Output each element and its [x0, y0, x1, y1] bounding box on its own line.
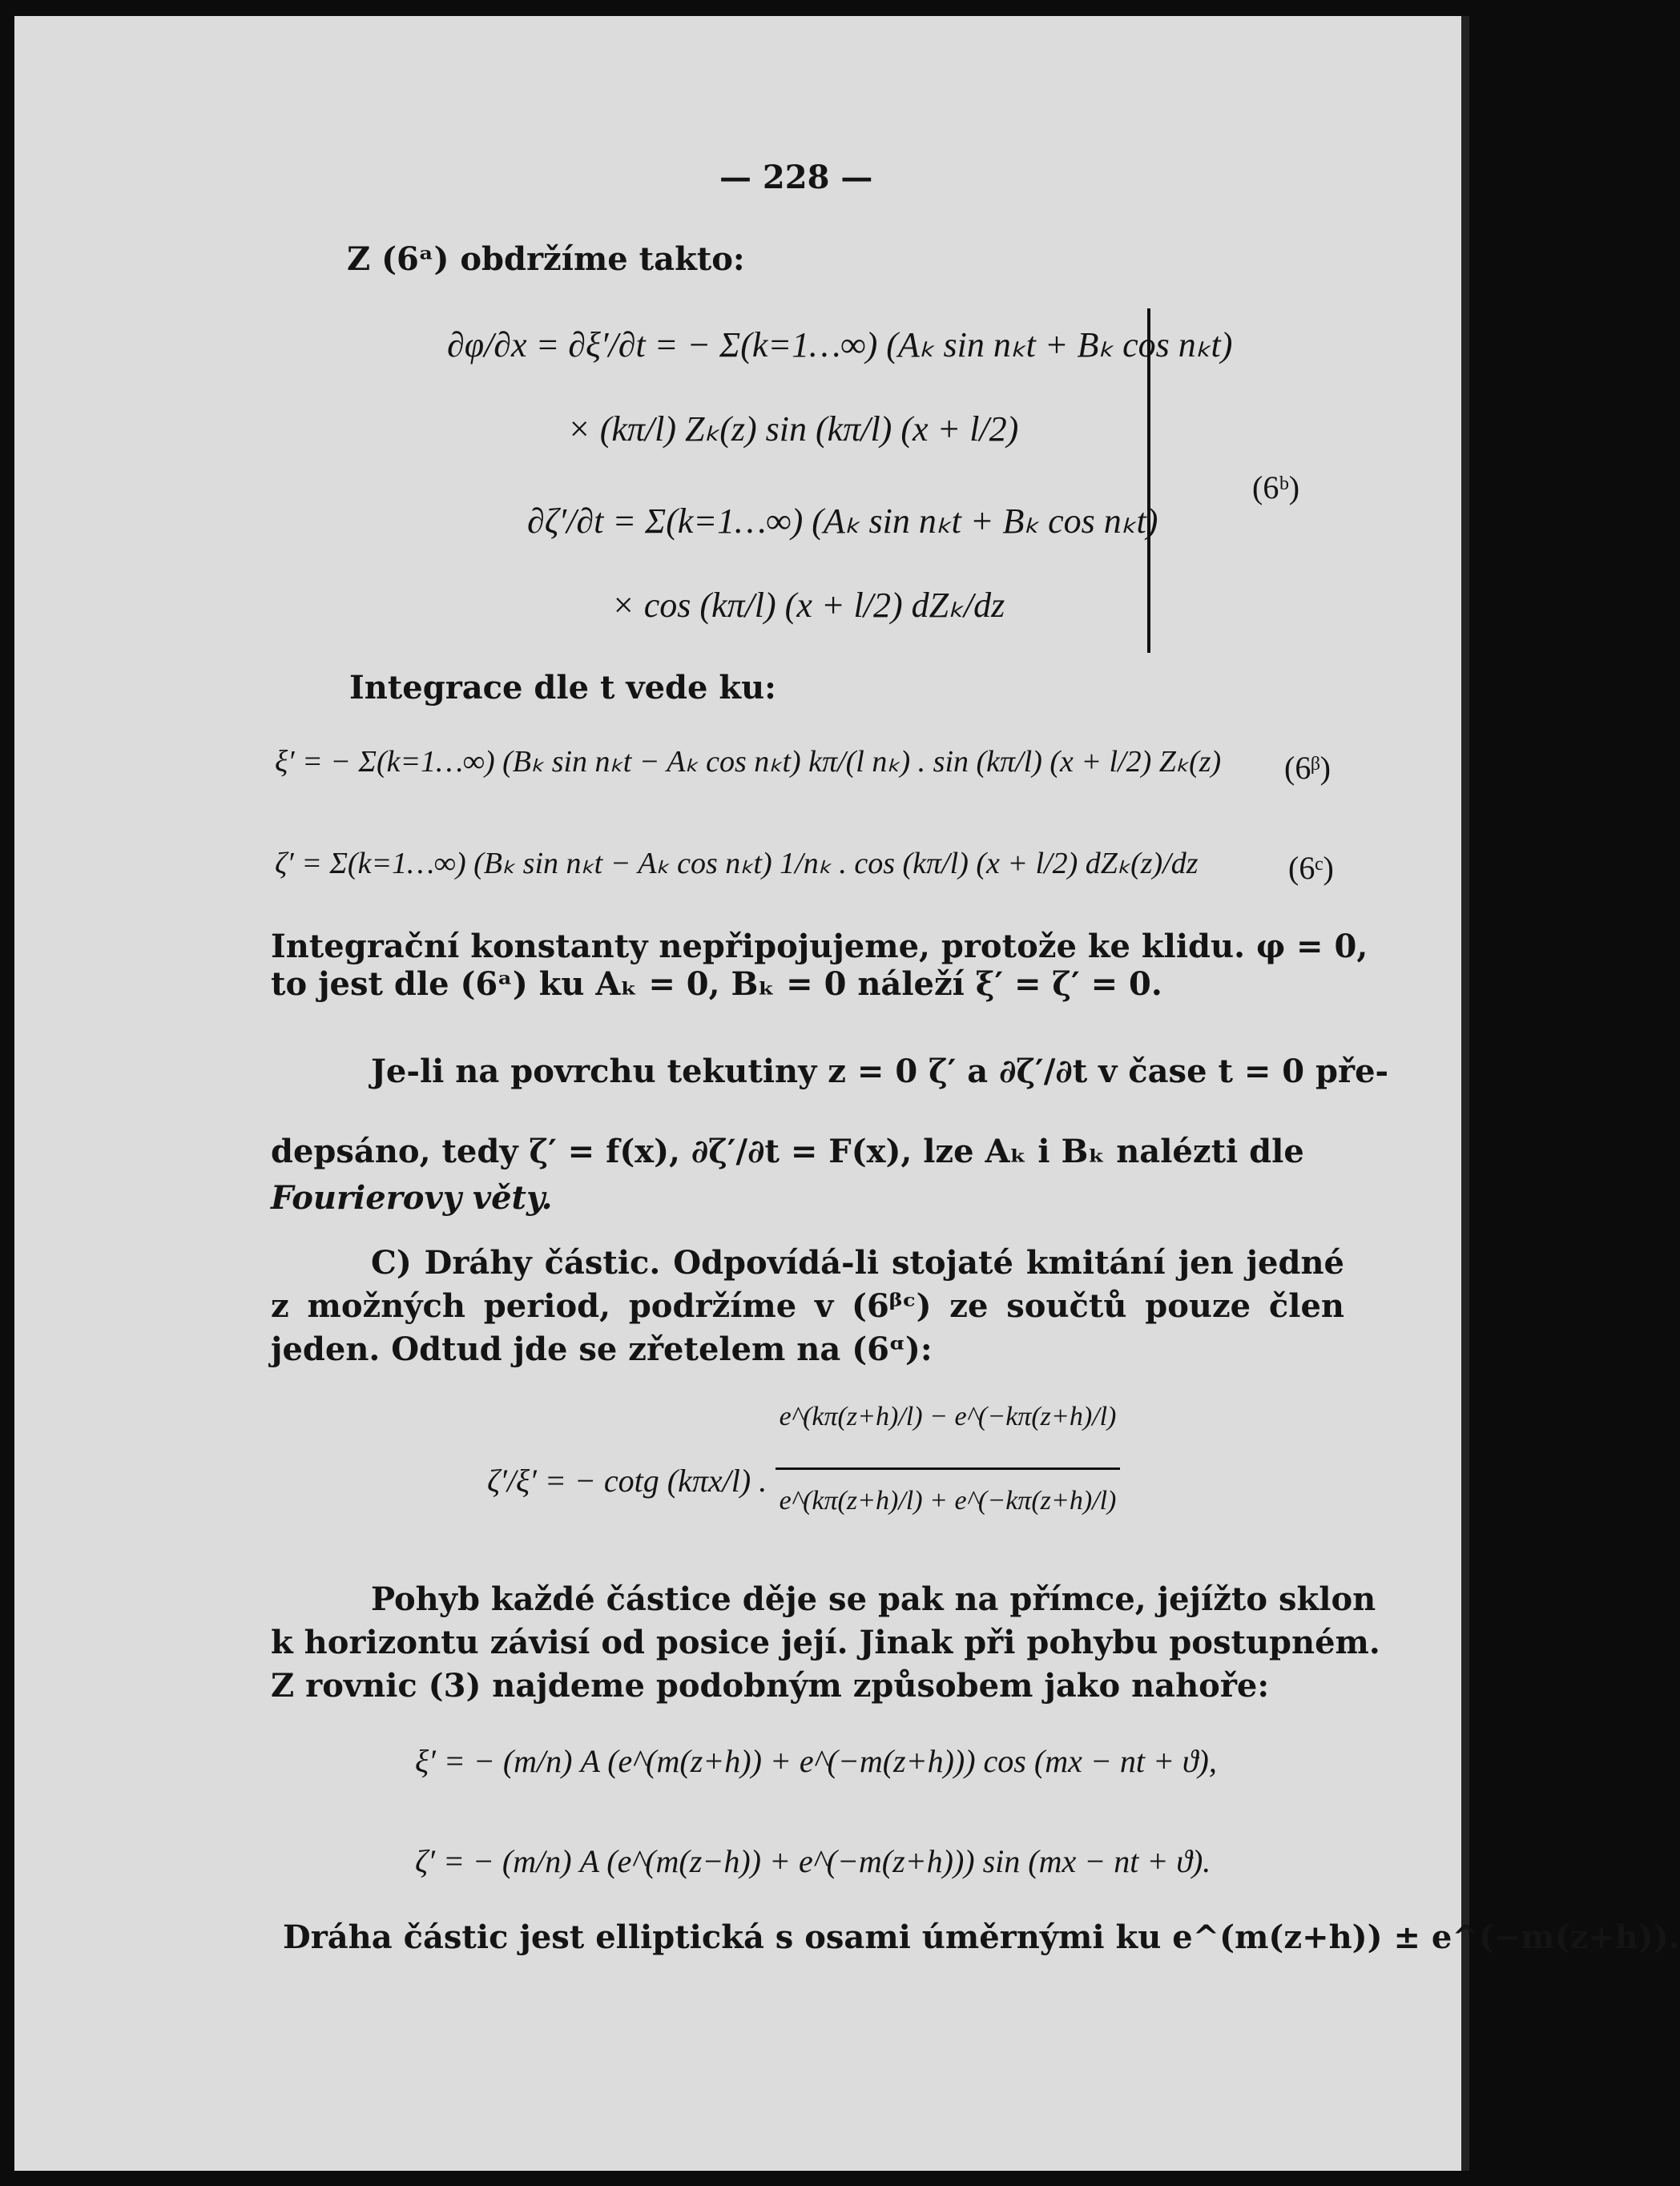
system-brace [1133, 308, 1150, 653]
eq-label-6b: (6ᵇ) [1252, 469, 1300, 505]
para3-line: jeden. Odtud jde se zřetelem na (6ᵅ): [271, 1331, 933, 1368]
para4-line: Z rovnic (3) najdeme podobným způsobem jako nahoře: [271, 1667, 1270, 1705]
eq-xi: ξ′ = − (m/n) A (e^(m(z+h)) + e^(−m(z+h))) cos (mx − nt + ϑ), [415, 1743, 1217, 1779]
eq-ratio-lhs: ζ′/ξ′ = − cotg (kπx/l) . [487, 1463, 767, 1499]
para1-line: to jest dle (6ᵃ) ku Aₖ = 0, Bₖ = 0 náleží ξ′ = ζ′ = 0. [271, 965, 1162, 1003]
para3-line: z možných period, podržíme v (6ᵝᶜ) ze součtů pouze člen [271, 1287, 1344, 1325]
integrace-line: Integrace dle t vede ku: [349, 669, 776, 707]
para1-line: Integrační konstanty nepřipojujeme, protože ke klidu. φ = 0, [271, 928, 1368, 965]
paragraph-integration-constants [271, 928, 1368, 1003]
eq-ratio-numerator: e^(kπ(z+h)/l) − e^(−kπ(z+h)/l) [779, 1402, 1117, 1431]
eq-6b-line-3: ∂ζ′/∂t = Σ(k=1…∞) (Aₖ sin nₖt + Bₖ cos nₖt) [527, 501, 1158, 541]
eq-ratio-fraction-bar [776, 1467, 1120, 1470]
page-number: — 228 — [719, 159, 873, 196]
fourier-line: Fourierovy věty. [271, 1179, 553, 1217]
para3-line: C) Dráhy částic. Odpovídá-li stojaté kmitání jen jedné [371, 1244, 1344, 1282]
eq-6beta: ξ′ = − Σ(k=1…∞) (Bₖ sin nₖt − Aₖ cos nₖt) kπ/(l nₖ) . sin (kπ/l) (x + l/2) Zₖ(z) [275, 745, 1222, 779]
book-page [14, 16, 1680, 2171]
eq-6c: ζ′ = Σ(k=1…∞) (Bₖ sin nₖt − Aₖ cos nₖt) 1/nₖ . cos (kπ/l) (x + l/2) dZₖ(z)/dz [275, 847, 1199, 880]
eq-6b-line-1: ∂φ/∂x = ∂ξ′/∂t = − Σ(k=1…∞) (Aₖ sin nₖt + Bₖ cos nₖt) [447, 325, 1233, 364]
eq-label-6beta: (6ᵝ) [1284, 750, 1331, 786]
intro-line: Z (6ᵃ) obdržíme takto: [347, 240, 745, 278]
para4-line: Pohyb každé částice děje se pak na přímce, jejížto sklon [371, 1580, 1376, 1618]
eq-6b-line-2: × (kπ/l) Zₖ(z) sin (kπ/l) (x + l/2) [567, 409, 1019, 449]
para2-line: Je-li na povrchu tekutiny z = 0 ζ′ a ∂ζ′/∂t v čase t = 0 pře- [371, 1053, 1389, 1090]
eq-zeta: ζ′ = − (m/n) A (e^(m(z−h)) + e^(−m(z+h))) sin (mx − nt + ϑ). [415, 1843, 1211, 1879]
eq-label-6c: (6ᶜ) [1288, 850, 1334, 886]
eq-ratio-denominator: e^(kπ(z+h)/l) + e^(−kπ(z+h)/l) [779, 1486, 1117, 1516]
eq-6b-line-4: × cos (kπ/l) (x + l/2) dZₖ/dz [611, 586, 1005, 625]
para2-line: depsáno, tedy ζ′ = f(x), ∂ζ′/∂t = F(x), lze Aₖ i Bₖ nalézti dle [271, 1133, 1304, 1170]
last-line: Dráha částic jest elliptická s osami úměrnými ku e^(m(z+h)) ± e^(−m(z+h)). [283, 1918, 1680, 1956]
paragraph-motion [271, 1578, 1380, 1708]
paragraph-particle-paths [271, 1242, 1344, 1371]
para4-line: k horizontu závisí od posice její. Jinak při pohybu postupném. [271, 1624, 1380, 1661]
paragraph-surface [271, 1032, 1389, 1192]
